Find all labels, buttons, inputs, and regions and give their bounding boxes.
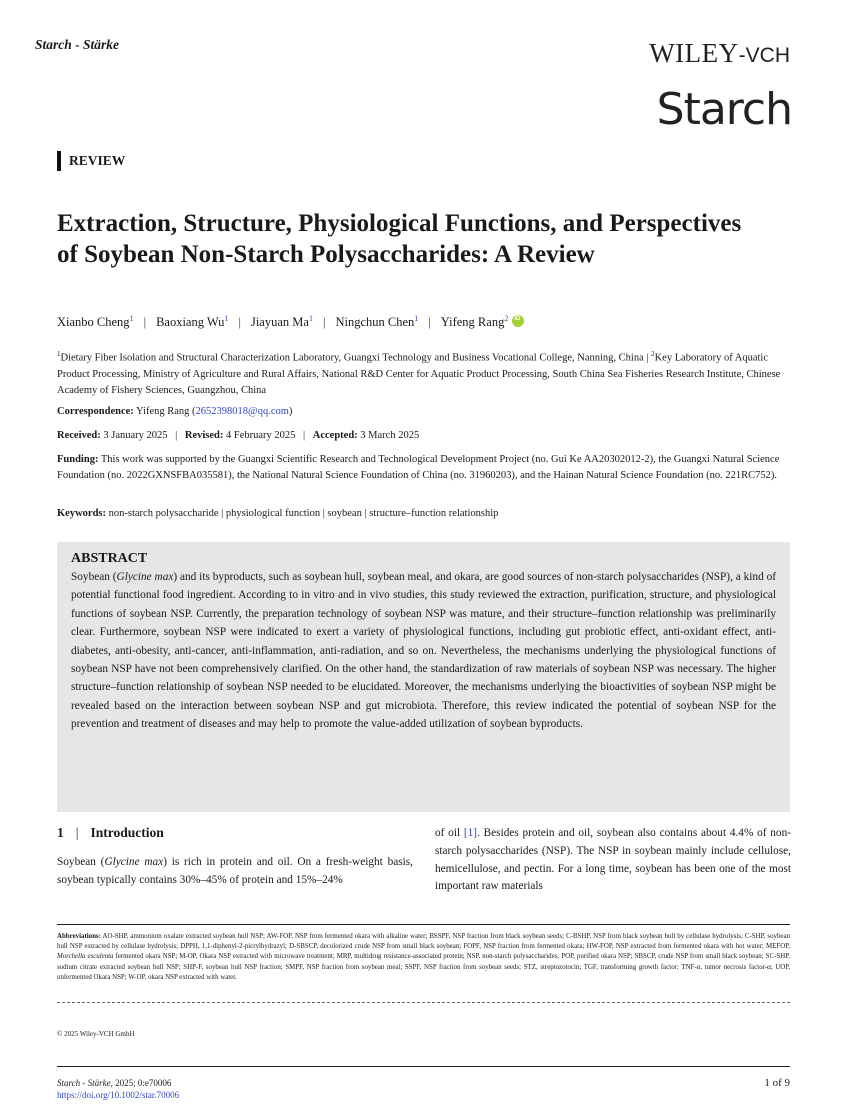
- affiliation-2: Key Laboratory of Aquatic Product Processing, Ministry of Agriculture and Rural Affairs, National R&D Center for Aquatic Product Processing, South China Sea Fisheries Research Institute, Chinese Academy of Fishery Sciences, Guangzhou, China: [57, 352, 781, 396]
- publisher-logo: [649, 38, 790, 69]
- affiliation-1: Dietary Fiber Isolation and Structural Characterization Laboratory, Guangxi Technology and Business Vocational College, Nanning, China |: [60, 352, 652, 364]
- abbreviations: Abbreviations: AO-SHP, ammonium oxalate extracted soybean hull NSP; AW-FOP, NSP from fermented okara with alkaline water; BSSPF, NSP fraction from black soybean seeds; C-BSHP, NSP from black soybean hull by cellulase hydrolysis; C-SHP, soybean hull NSP extracted by cellulase hydrolysis; DPPH, 1,1-diphenyl-2-picrylhydrazyl; D-SBSCP, decolorized crude NSP from small black soybean; FOPF, NSP fraction from fermented okara; HW-FOP, NSP extracted from fermented okara with hot water; MEFOP, Morchella esculenta fermented okara NSP; M-OP, Okara NSP extracted with microwave treatment; MRP, multidrug resistance-associated protein; NSP, non-starch polysaccharides; POP, purified okara NSP; SBSCP, crude NSP from small black soybean; SC-SHP, sodium citrate extracted soybean hull NSP; SHP-F, soybean hull NSP fraction; SMPF, NSP fraction from soybean meal; SSPF, NSP fraction from soybean seeds; STZ, streptozotocin; TGF, transforming growth factor; TNF-α, tumor necrosis factor-α; UOP, unfermented Okara NSP; W-OP, okara NSP extracted with water.: [57, 933, 790, 981]
- accepted-date: 3 March 2025: [360, 430, 420, 441]
- keywords: Keywords: non-starch polysaccharide | physiological function | soybean | structure–function relationship: [57, 508, 499, 519]
- journal-logo: Starch: [656, 84, 792, 135]
- citation-link[interactable]: [1]: [463, 827, 478, 839]
- doi-link[interactable]: https://doi.org/10.1002/star.70006: [57, 1090, 180, 1100]
- revised-date: 4 February 2025: [226, 430, 296, 441]
- dashed-divider: [57, 1002, 790, 1003]
- author-separator: |: [238, 314, 241, 329]
- correspondence-email-link[interactable]: 2652398018@qq.com: [195, 406, 289, 417]
- introduction-paragraph-continued: of oil [1]. Besides protein and oil, soybean also contains about 4.4% of non-starch polysaccharides (NSP). The NSP in soybean mainly include cellulose, hemicellulose, and pectin. For a long time, soybean has been one of the most important raw materials: [435, 827, 791, 893]
- body-column-left: [57, 825, 413, 890]
- introduction-paragraph: Soybean (Glycine max) is rich in protein and oil. On a fresh-weight basis, soybean typically contains 30%–45% of protein and 15%–24%: [57, 856, 413, 886]
- received-date: 3 January 2025: [103, 430, 168, 441]
- journal-name: Starch - Stärke: [35, 37, 120, 52]
- author[interactable]: Yifeng Rang$^2$: [440, 314, 509, 330]
- correspondence: Correspondence: Yifeng Rang (2652398018@qq.com): [57, 406, 293, 417]
- body-column-right: [435, 825, 791, 896]
- article-title: Extraction, Structure, Physiological Functions, and Perspectives of Soybean Non-Starch Polysaccharides: A Review: [57, 210, 742, 268]
- orcid-icon[interactable]: [512, 315, 524, 327]
- author-separator: |: [143, 314, 147, 329]
- article-dates: Received: 3 January 2025 | Revised: 4 February 2025 | Accepted: 3 March 2025: [57, 430, 420, 441]
- article-type-label: REVIEW: [69, 153, 126, 168]
- publisher-sub: -VCH: [738, 44, 790, 67]
- author-list: [57, 314, 524, 330]
- abstract-heading: ABSTRACT: [71, 551, 148, 566]
- abstract-box: [57, 542, 790, 812]
- copyright: © 2025 Wiley-VCH GmbH: [57, 1030, 135, 1038]
- abstract-text: Soybean (Glycine max) and its byproducts, such as soybean hull, soybean meal, and okara, are good sources of non-starch polysaccharides (NSP), a kind of potential functional food ingredient. According to in vitro and in vivo studies, this study reviewed the extraction, purification, structure, and physiological functions of soybean NSP. Currently, the preparation technology of soybean NSP was mature, and their structure–function relationship was preliminarily clear. Furthermore, soybean NSP were indicated to exert a variety of physiological functions, including gut probiotic effect, anti-oxidant effect, anti-diabetes, anti-obesity, anti-cancer, anti-inflammation, anti-radiation, and so on. Nevertheless, the mechanisms underlying the physiological functions of soybean NSP have not been comprehensively clarified. On the other hand, the standardization of raw materials of soybean NSP was necessary. The higher structure–function relationship of soybean NSP needed to be elucidated. Moreover, the mechanisms underlying the bioactivities of soybean NSP might be revealed based on the interaction between soybean NSP and gut microbiota. Therefore, this review indicated the potential of soybean NSP for the prevention and treatment of diseases and may help to promote the value-added utilization of soybean byproducts.: [71, 571, 777, 731]
- author[interactable]: Xianbo Cheng$^1$: [57, 314, 134, 330]
- author-separator: |: [428, 314, 431, 329]
- author[interactable]: Baoxiang Wu$^1$: [156, 314, 229, 330]
- author-separator: |: [322, 314, 326, 329]
- funding: Funding: This work was supported by the Guangxi Scientific Research and Technological Development Project (no. Gui Ke AA20302012-2), the Guangxi Natural Science Foundation (no. 2022GXNSFBA035581), the National Natural Science Foundation of China (no. 31960203), and the Hainan Natural Science Foundation (no. 221RC752).: [57, 454, 780, 481]
- article-type-bar: [57, 151, 61, 171]
- footer-citation: Starch - Stärke, 2025; 0:e70006: [57, 1078, 172, 1088]
- section-heading-introduction: 1 | Introduction: [57, 825, 164, 840]
- publisher-main: WILEY: [649, 38, 739, 68]
- author[interactable]: Ningchun Chen$^1$: [335, 314, 419, 330]
- page-number: 1 of 9: [764, 1077, 790, 1089]
- author[interactable]: Jiayuan Ma$^1$: [250, 314, 313, 330]
- article-type: [57, 151, 125, 171]
- footer-divider: [57, 1066, 790, 1067]
- footnote-divider: [57, 924, 790, 925]
- affiliations: $^1$Dietary Fiber Isolation and Structural Characterization Laboratory, Guangxi Technology and Business Vocational College, Nanning, China | $^2$Key Laboratory of Aquatic Product Processing, Ministry of Agriculture and Rural Affairs, National R&D Center for Aquatic Product Processing, South China Sea Fisheries Research Institute, Chinese Academy of Fishery Sciences, Guangzhou, China: [57, 350, 781, 396]
